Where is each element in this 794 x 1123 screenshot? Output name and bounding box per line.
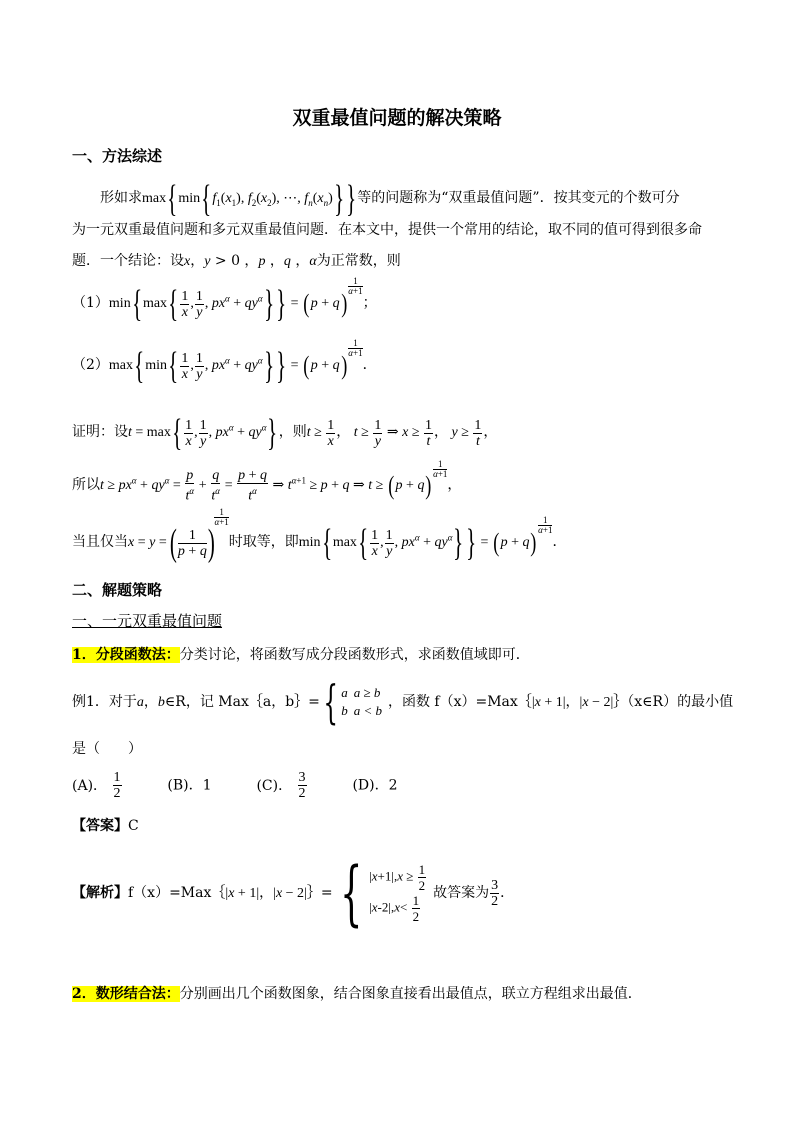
example-1-function: ，函数 f（x）=Max｛ bbox=[387, 694, 532, 710]
proof-line-2: 所以$t \ge px^\alpha + qy^\alpha$ = $\frac{p}{t^\alpha}$ + $\frac{q}{t^\alpha}$ = $\frac{p + q}{t^\alpha}$ ⇒ $t^{\alpha+1} \ge p + q$ ⇒ t ≥ (p + q) $\frac{1}{\alpha+1}$ ， bbox=[72, 459, 462, 504]
example-1-prefix: 例1．对于 bbox=[72, 694, 137, 710]
options-line bbox=[72, 770, 398, 801]
formula-max-min: $\max\{\min\{f_1(x_1)$, $f_2(x_2)$, ⋯, $f_n(x_n)$}} bbox=[142, 178, 357, 220]
analysis-label: 【解析】 bbox=[72, 885, 128, 901]
method-1-line bbox=[72, 644, 530, 664]
example-1-end: （x∈R）的最小值 bbox=[627, 694, 734, 710]
item-1-label: （1） bbox=[72, 295, 109, 312]
paragraph-line-1 bbox=[100, 180, 680, 218]
proof-line-1: 证明：设t = max{ $\frac{1}{x}$ , $\frac{1}{y}$ , $px^\alpha + qy^\alpha$}，则t ≥ $\frac{1}{x}$ ， t ≥ $\frac{1}{y}$ ⇒ x ≥ $\frac{1}{t}$ ， y ≥ $\frac{1}{t}$ ， bbox=[72, 412, 498, 454]
paragraph-line-3: 题．一个结论：设x，y > 0 ，p ，q ，α为正常数，则 bbox=[72, 253, 401, 269]
formula-item-1: （1）min{max{ $\frac{1}{x}$ , $\frac{1}{y}$ , $px^\alpha + qy^\alpha\}\} = (p + q)$ $\frac{1}{\alpha+1}$ ； bbox=[72, 276, 377, 325]
method-1-text: 分类讨论，将函数写成分段函数形式，求函数值域即可． bbox=[179, 647, 530, 663]
text-xingru: 形如求 bbox=[100, 190, 142, 207]
example-1-line: 例1．对于a，b∈R，记 Max｛a，b｝={ a a ≥ b b a < b ，函数 f（x）=Max｛|x + 1|，|x − 2|｝（x∈R）的最小值 bbox=[72, 675, 734, 729]
analysis-conclusion: 故答案为 bbox=[433, 885, 490, 901]
answer-line bbox=[72, 815, 139, 835]
text-shiqudeng: 时取等，即 bbox=[228, 534, 299, 551]
proof-line-3: 当且仅当x = y = ( $\frac{1}{p + q}$ ) $\frac{1}{\alpha+1}$ 时取等，即min{max{ $\frac{1}{x}$ , $\frac{1}{y}$ , $px^\alpha + qy^\alpha\}\} = (p + q)$ $\frac{1}{\alpha+1}$ ． bbox=[72, 507, 567, 564]
option-c: (C)． $\frac{3}{2}$ bbox=[256, 770, 306, 801]
answer-value: C bbox=[128, 818, 139, 834]
conditions-formula: x bbox=[184, 254, 191, 269]
item-2-label: （2） bbox=[72, 357, 109, 374]
method-1-label: 1．分段函数法： bbox=[72, 647, 180, 663]
option-b: (B)．1 bbox=[167, 777, 212, 794]
method-2-label: 2．数形结合法： bbox=[72, 986, 180, 1002]
example-1-max-def: 记 Max｛a，b｝= bbox=[199, 694, 320, 710]
section-heading-strategies: 二、解题策略 bbox=[72, 581, 163, 599]
document-title: 双重最值问题的解决策略 bbox=[292, 107, 502, 129]
analysis-line: 【解析】f（x）=Max｛|x + 1|，|x − 2|｝= { |x+1|,x ≥ $\frac{1}{2}$ |x-2|,x< $\frac{1}{2}$ 故答案为 $\frac{3}{2}$ ． bbox=[72, 852, 515, 934]
text-ze: ，则 bbox=[278, 424, 307, 441]
section-heading-method-overview: 一、方法综述 bbox=[72, 147, 163, 165]
text-zhengchangshu: 为正常数，则 bbox=[316, 253, 401, 269]
formula-item-2: （2）max{min{ $\frac{1}{x}$ , $\frac{1}{y}$ , $px^\alpha + qy^\alpha\}\} = (p + q)$ $\frac{1}{\alpha+1}$ ． bbox=[72, 338, 377, 387]
answer-label: 【答案】 bbox=[72, 818, 128, 834]
method-2-text: 分别画出几个函数图象，结合图象直接看出最值点，联立方程组求出最值． bbox=[179, 986, 642, 1002]
text-dangqie: 当且仅当 bbox=[72, 534, 128, 551]
text-paragraph-1-tail: 等的问题称为“双重最值问题”．按其变元的个数可分 bbox=[357, 190, 680, 207]
paragraph-line-2: 为一元双重最值问题和多元双重最值问题．在本文中，提供一个常用的结论，取不同的值可得到很多命 bbox=[72, 222, 702, 238]
text-suoyi: 所以 bbox=[72, 477, 100, 494]
example-1-shi: 是（ ） bbox=[72, 741, 142, 757]
method-2-line bbox=[72, 983, 642, 1003]
text-jielun: 题．一个结论：设 bbox=[72, 253, 184, 269]
option-a: (A)． $\frac{1}{2}$ bbox=[72, 770, 121, 801]
subsection-heading-one-variable: 一、一元双重最值问题 bbox=[72, 612, 223, 630]
proof-label: 证明：设 bbox=[72, 424, 128, 441]
option-d: (D)．2 bbox=[352, 777, 398, 794]
analysis-function: f（x）=Max｛ bbox=[128, 885, 226, 901]
